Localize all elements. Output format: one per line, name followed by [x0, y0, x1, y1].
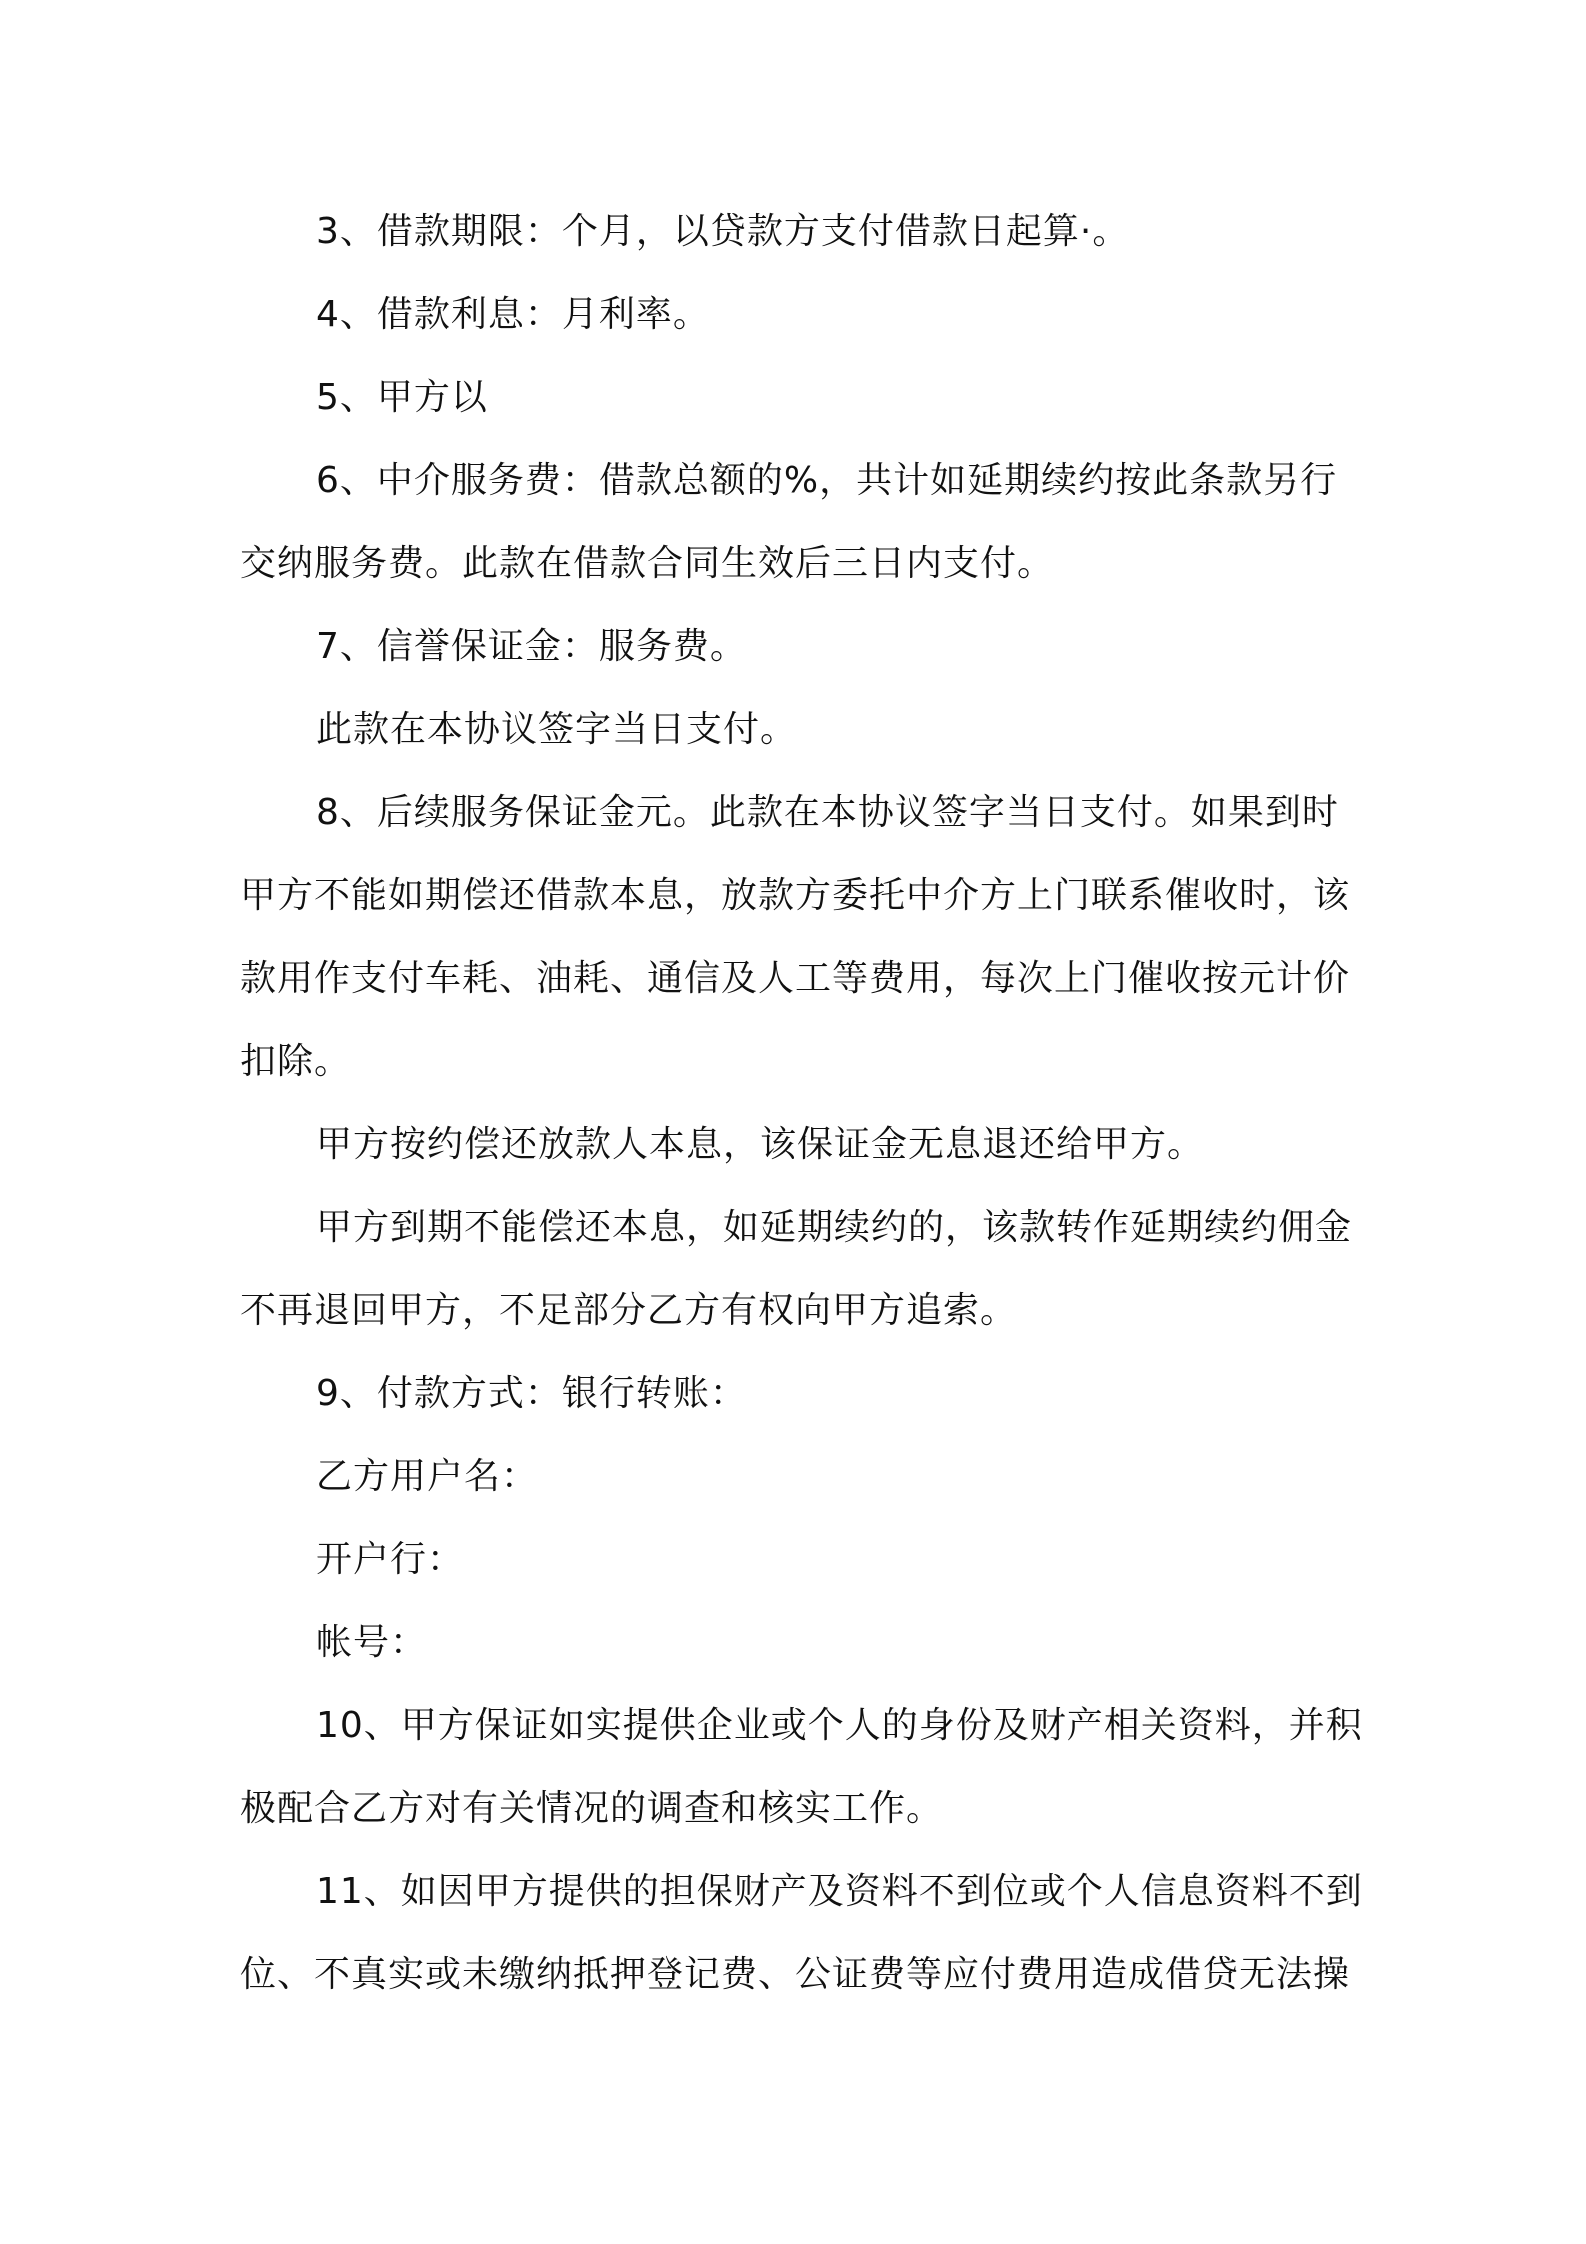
paragraph-line: 5、甲方以	[316, 377, 488, 418]
paragraph-line: 开户行：	[316, 1539, 465, 1580]
paragraph-line: 6、中介服务费：借款总额的%，共计如延期续约按此条款另行	[316, 460, 1338, 501]
paragraph-7-payment-note	[240, 688, 1360, 771]
paragraph-line: 扣除。	[240, 1041, 352, 1082]
paragraph-line: 甲方按约偿还放款人本息，该保证金无息退还给甲方。	[316, 1124, 1205, 1165]
paragraph-5-party-a	[240, 356, 1360, 439]
paragraph-line: 交纳服务费。此款在借款合同生效后三日内支付。	[240, 543, 1055, 584]
paragraph-line: 此款在本协议签字当日支付。	[316, 709, 798, 750]
paragraph-line: 乙方用户名：	[316, 1456, 539, 1497]
paragraph-6-service-fee	[240, 439, 1360, 605]
document-body	[240, 190, 1363, 2016]
paragraph-8-default	[240, 1186, 1360, 1352]
paragraph-8-followup-deposit	[240, 771, 1360, 1103]
paragraph-7-credit-deposit	[240, 605, 1360, 688]
field-account-number	[240, 1601, 1360, 1684]
field-party-b-username	[240, 1435, 1360, 1518]
paragraph-line: 9、付款方式：银行转账：	[316, 1373, 747, 1414]
paragraph-line: 甲方到期不能偿还本息，如延期续约的，该款转作延期续约佣金	[316, 1207, 1353, 1248]
paragraph-4-loan-interest	[240, 273, 1360, 356]
paragraph-8-refund	[240, 1103, 1360, 1186]
paragraph-11-failure	[240, 1850, 1363, 2016]
paragraph-line: 10、甲方保证如实提供企业或个人的身份及财产相关资料，并积	[316, 1705, 1363, 1746]
paragraph-line: 帐号：	[316, 1622, 428, 1663]
paragraph-line: 3、借款期限：个月，以贷款方支付借款日起算·。	[316, 211, 1130, 252]
paragraph-line: 甲方不能如期偿还借款本息，放款方委托中介方上门联系催收时，该	[240, 875, 1351, 916]
paragraph-line: 8、后续服务保证金元。此款在本协议签字当日支付。如果到时	[316, 792, 1339, 833]
paragraph-line: 7、信誉保证金：服务费。	[316, 626, 747, 667]
paragraph-3-loan-term	[240, 190, 1360, 273]
paragraph-line: 极配合乙方对有关情况的调查和核实工作。	[240, 1788, 944, 1829]
field-bank	[240, 1518, 1360, 1601]
paragraph-line: 11、如因甲方提供的担保财产及资料不到位或个人信息资料不到	[316, 1871, 1363, 1912]
paragraph-10-documents	[240, 1684, 1363, 1850]
paragraph-line: 4、借款利息：月利率。	[316, 294, 710, 335]
paragraph-line: 款用作支付车耗、油耗、通信及人工等费用，每次上门催收按元计价	[240, 958, 1351, 999]
paragraph-line: 不再退回甲方，不足部分乙方有权向甲方追索。	[240, 1290, 1018, 1331]
paragraph-line: 位、不真实或未缴纳抵押登记费、公证费等应付费用造成借贷无法操	[240, 1954, 1351, 1995]
paragraph-9-payment-method	[240, 1352, 1360, 1435]
